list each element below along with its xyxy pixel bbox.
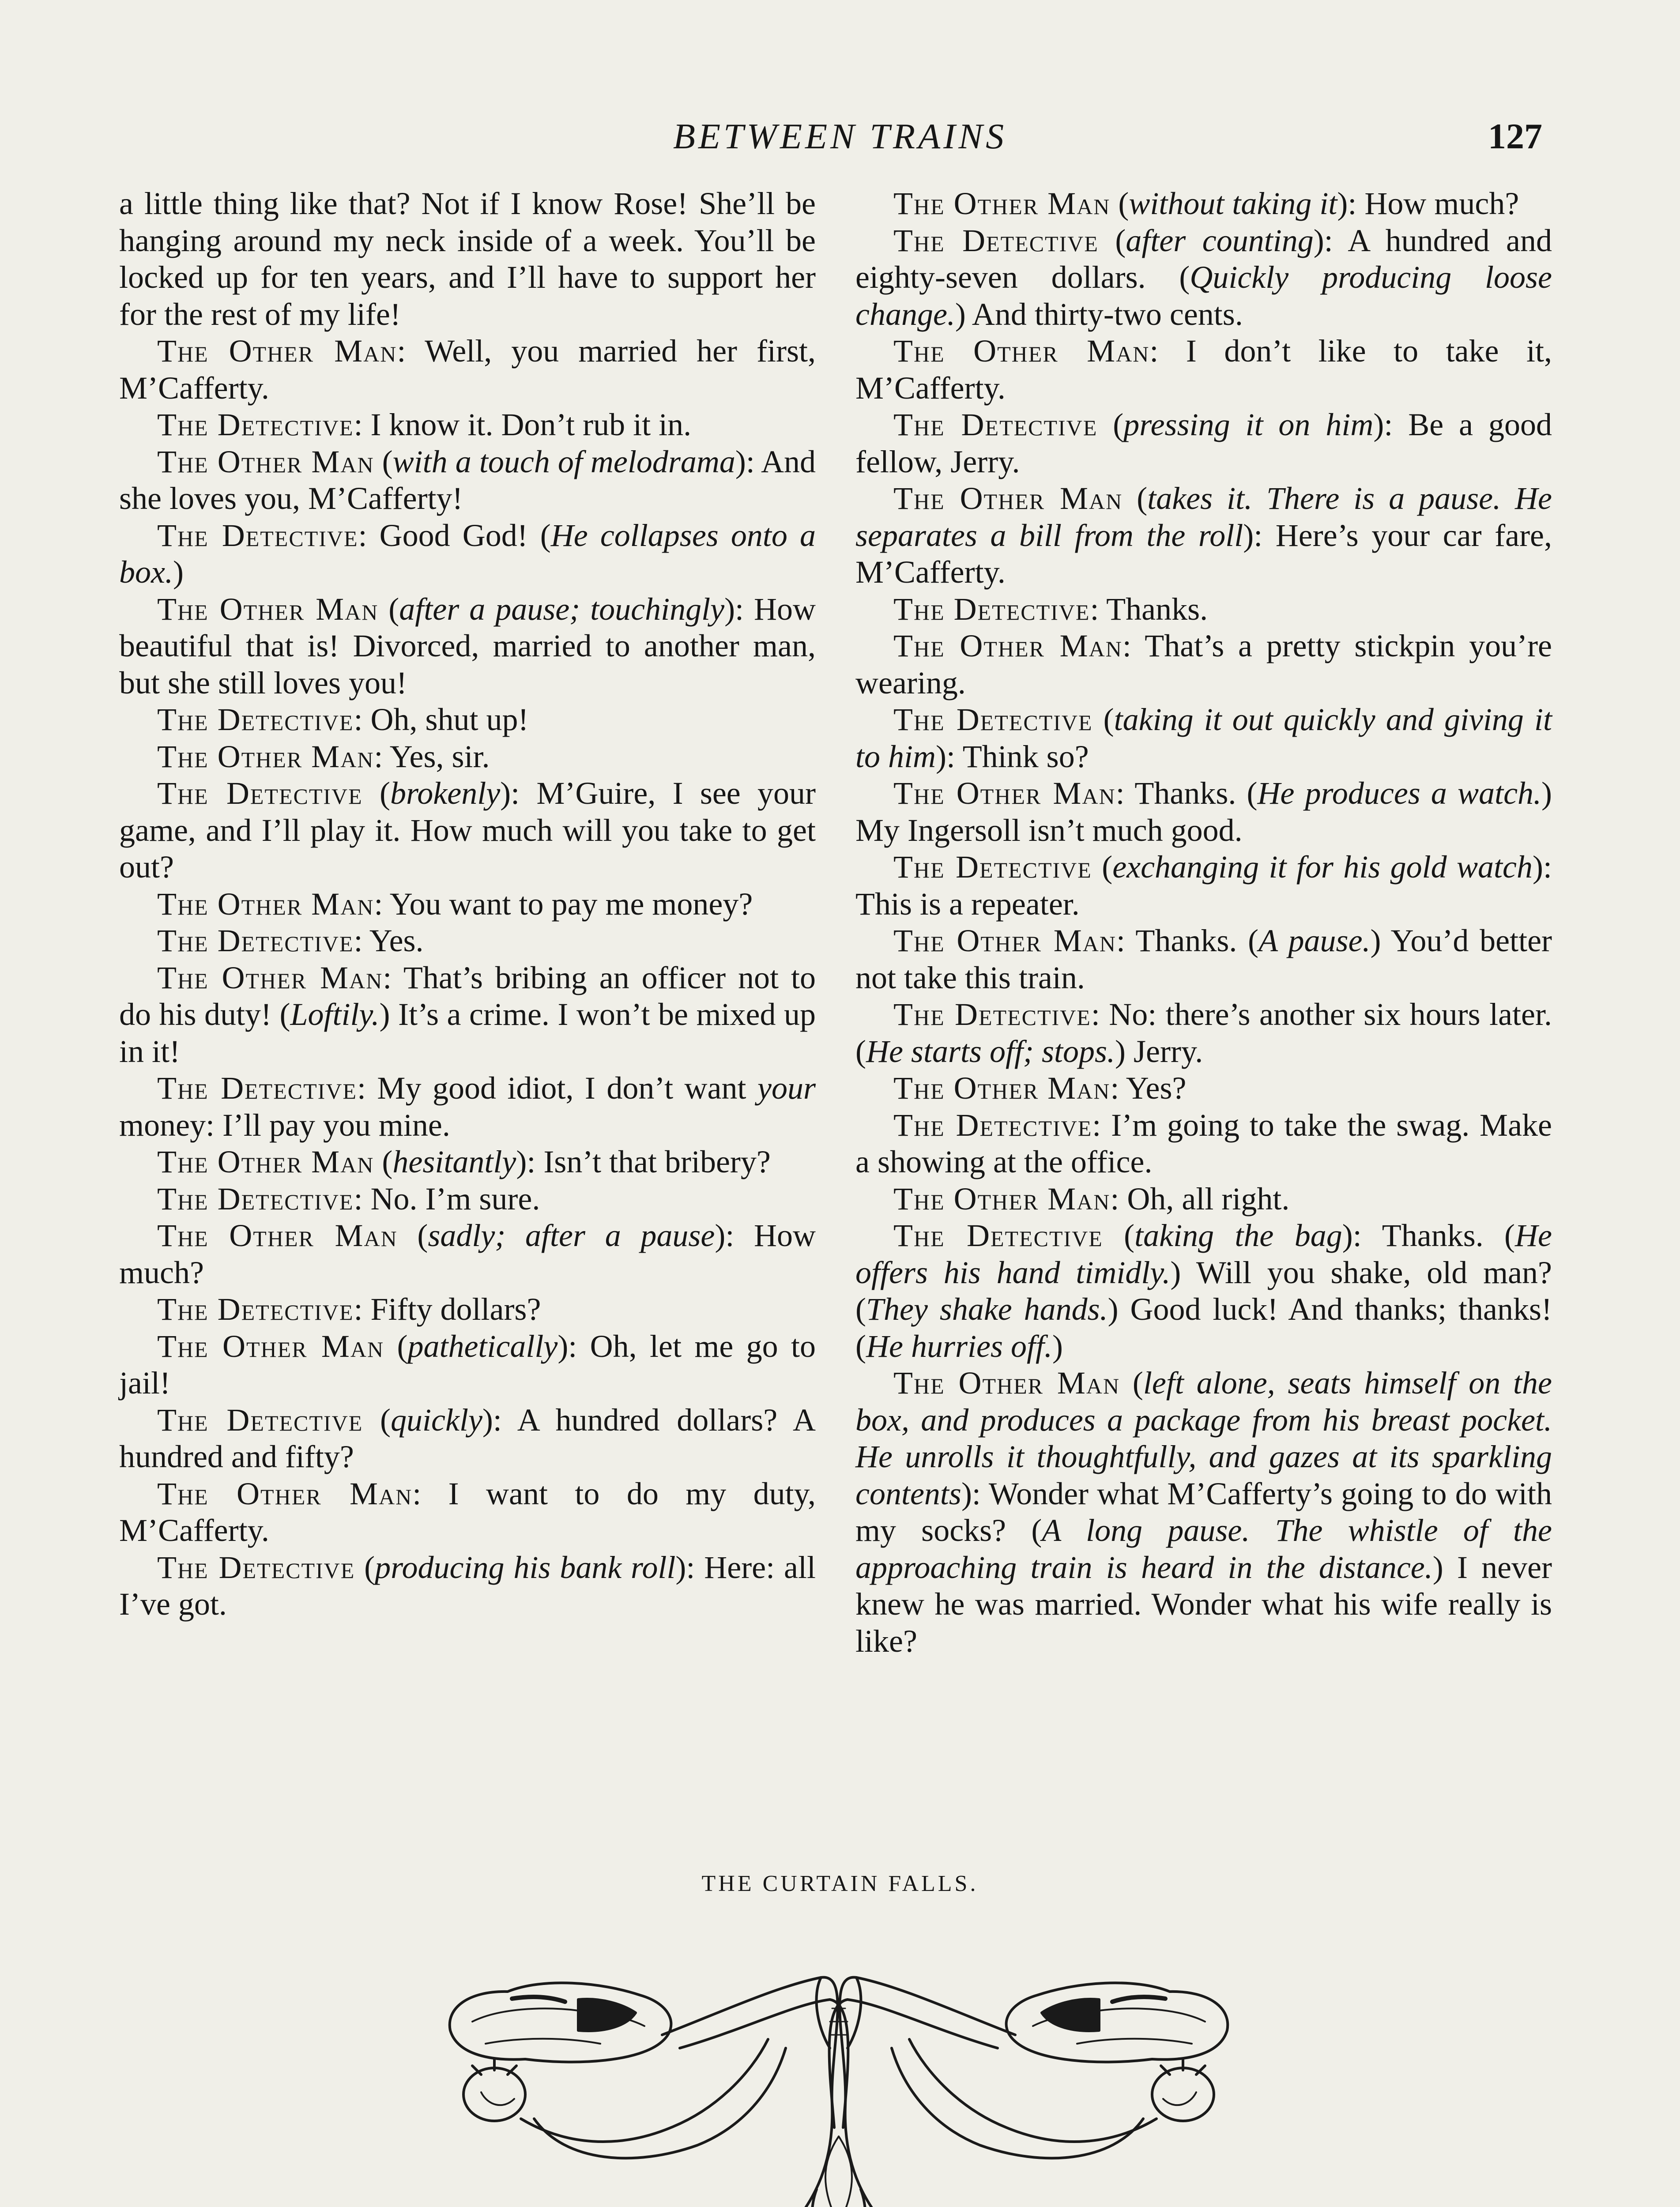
speaker-name: The Other Man [157,444,374,479]
dialogue-paragraph [119,185,816,333]
dialogue-text: : Oh, shut up! [354,702,529,737]
dialogue-text: ) Will you shake, old man? ( [855,1254,1552,1327]
dialogue-paragraph [855,333,1552,407]
dialogue-text: ): Think so? [936,738,1089,774]
stage-direction: without taking it [1129,186,1337,221]
dialogue-text: ) [173,554,184,590]
dialogue-text: : I don’t like to take it, M’Cafferty. [855,333,1552,406]
dialogue-text: : Yes. [354,923,424,958]
speaker-name: The Other Man [893,1365,1120,1401]
dialogue-text: : Yes? [1110,1070,1187,1106]
stage-direction: your [757,1070,816,1106]
dialogue-text: : Thanks. ( [1115,776,1258,811]
dialogue-text: ) And thirty-two cents. [955,296,1243,332]
dialogue-paragraph [119,960,816,1070]
speaker-name: The Other Man [157,1218,398,1253]
dialogue-text: : That’s a pretty stickpin you’re wearing. [855,628,1552,701]
dialogue-text: ) My Ingersoll isn’t much good. [855,776,1552,848]
speaker-name: The Detective [157,776,363,811]
dialogue-text: ): A hundred dollars? A hundred and fifty? [119,1402,816,1474]
dialogue-paragraph [119,701,816,738]
dialogue-text: ): How much? [119,1218,816,1290]
dialogue-paragraph [855,996,1552,1070]
speaker-name: The Other Man [157,333,397,369]
dialogue-text: money: I’ll pay you mine. [119,1107,450,1143]
stage-direction: left alone, seats himself on the box, and produces a package from his breast pocket. He unrolls it thoughtfully, and gazes at its sparkling contents [855,1365,1552,1511]
speaker-name: The Detective [157,702,354,737]
speaker-name: The Detective [157,923,354,958]
stage-direction: taking the bag [1134,1218,1342,1253]
art-nouveau-floral-ornament-icon [433,1960,1245,2207]
dialogue-text: ): This is a repeater. [855,849,1552,922]
dialogue-text: ): Wonder what M’Cafferty’s going to do with my socks? ( [855,1476,1552,1548]
stage-direction: A pause. [1258,923,1371,958]
speaker-name: The Detective [893,222,1099,258]
speaker-name: The Detective [893,702,1093,737]
speaker-name: The Detective [893,849,1092,885]
dialogue-paragraph [855,775,1552,849]
speaker-name: The Other Man [893,333,1150,369]
dialogue-text: ) [1052,1328,1063,1364]
dialogue-text: ) Good luck! And thanks; thanks! ( [855,1292,1552,1364]
stage-direction: He hurries off. [866,1328,1052,1364]
speaker-name: The Detective [893,591,1090,627]
stage-direction: producing his bank roll [375,1549,676,1585]
dialogue-text: ) I never knew he was married. Wonder what his wife really is like? [855,1549,1552,1659]
dialogue-paragraph [119,407,816,444]
dialogue-text: ) Jerry. [1115,1033,1203,1069]
speaker-name: The Detective [157,407,354,442]
speaker-name: The Other Man [157,591,379,627]
stage-direction: after a pause; touchingly [399,591,725,627]
dialogue-text: ) You’d better not take this train. [855,923,1552,995]
dialogue-paragraph [855,1365,1552,1660]
stage-direction: Loftily. [290,997,380,1032]
speaker-name: The Other Man [157,1328,384,1364]
left-column [119,185,816,1660]
dialogue-paragraph [855,222,1552,333]
stage-direction: He starts off; stops. [866,1033,1115,1069]
speaker-name: The Other Man [893,186,1111,221]
speaker-name: The Other Man [893,628,1123,663]
dialogue-text: : I know it. Don’t rub it in. [354,407,692,442]
dialogue-text: ( [362,776,390,811]
dialogue-paragraph [119,1549,816,1623]
dialogue-text: ): A hundred and eighty-seven dollars. ( [855,222,1552,295]
dialogue-text: ): How beautiful that is! Divorced, married to another man, but she still loves you! [119,591,816,701]
dialogue-text: ( [1120,1365,1143,1401]
stage-direction: A long pause. The whistle of the approaching train is heard in the distance. [855,1513,1552,1585]
speaker-name: The Detective [157,1070,357,1106]
dialogue-paragraph [119,1402,816,1476]
stage-direction: takes it. There is a pause. He separates a bill from the roll [855,481,1552,553]
dialogue-text: : Thanks. [1090,591,1208,627]
speaker-name: The Other Man [157,886,374,922]
dialogue-text: : Oh, all right. [1110,1181,1290,1216]
dialogue-paragraph [119,1217,816,1291]
dialogue-paragraph [119,738,816,776]
dialogue-paragraph [119,775,816,886]
stage-direction: brokenly [390,776,501,811]
stage-direction: He offers his hand timidly. [855,1218,1552,1290]
stage-direction: They shake hands. [866,1292,1108,1327]
speaker-name: The Other Man [893,776,1116,811]
speaker-name: The Other Man [893,1181,1111,1216]
dialogue-text: ( [1123,481,1148,516]
dialogue-text: : Thanks. ( [1116,923,1259,958]
stage-direction: He collapses onto a box. [119,517,816,590]
dialogue-paragraph [119,1070,816,1144]
dialogue-paragraph [855,701,1552,775]
dialogue-text: ( [1110,186,1129,221]
dialogue-text: ): How much? [1337,186,1519,221]
dialogue-text: ( [1103,1218,1135,1253]
speaker-name: The Detective [893,1107,1092,1143]
dialogue-text: ) It’s a crime. I won’t be mixed up in it! [119,997,816,1069]
speaker-name: The Other Man [893,481,1123,516]
dialogue-text: ( [1098,222,1126,258]
dialogue-paragraph [119,886,816,923]
dialogue-paragraph [119,1328,816,1402]
dialogue-text: ): Oh, let me go to jail! [119,1328,816,1401]
dialogue-text: ): Isn’t that bribery? [516,1144,771,1179]
speaker-name: The Detective [893,407,1098,442]
speaker-name: The Other Man [157,960,383,995]
dialogue-paragraph [119,333,816,407]
dialogue-paragraph [119,1144,816,1181]
dialogue-paragraph [855,628,1552,701]
stage-direction: hesitantly [392,1144,516,1179]
speaker-name: The Detective [893,1218,1103,1253]
dialogue-text: : No. I’m sure. [354,1181,540,1216]
curtain-falls-line: THE CURTAIN FALLS. [701,1871,979,1896]
dialogue-text: ( [355,1549,375,1585]
stage-direction: Quickly producing loose change. [855,260,1552,332]
dialogue-paragraph [855,849,1552,923]
page-number: 127 [1488,116,1542,156]
dialogue-paragraph [119,517,816,591]
dialogue-paragraph [119,1181,816,1218]
dialogue-text: ): Be a good fellow, Jerry. [855,407,1552,479]
page-header [0,116,1680,164]
speaker-name: The Detective [157,1292,354,1327]
dialogue-text: ): Here: all I’ve got. [119,1549,816,1622]
speaker-name: The Detective [157,1549,355,1585]
dialogue-text: a little thing like that? Not if I know Rose! She’ll be hanging around my neck inside of a week. You’ll be locked up for ten years, and I’ll have to support her for the rest of my life! [119,186,816,332]
dialogue-paragraph [119,591,816,702]
dialogue-paragraph [855,185,1552,222]
dialogue-text: ( [374,444,393,479]
speaker-name: The Detective [893,997,1091,1032]
dialogue-text: ): And she loves you, M’Cafferty! [119,444,816,516]
speaker-name: The Other Man [157,1476,413,1511]
dialogue-text: ): M’Guire, I see your game, and I’ll play it. How much will you take to get out? [119,776,816,885]
dialogue-paragraph [855,923,1552,996]
dialogue-text: ): Thanks. ( [1342,1218,1515,1253]
dialogue-text: ( [378,591,399,627]
dialogue-text: ( [384,1328,408,1364]
dialogue-paragraph [855,480,1552,591]
dialogue-text: : Well, you married her first, M’Cafferty. [119,333,816,406]
dialogue-text: : Fifty dollars? [354,1292,541,1327]
text-columns [119,185,1552,1660]
dialogue-text: : That’s bribing an officer not to do his duty! ( [119,960,816,1032]
stage-direction: with a touch of melodrama [392,444,735,479]
speaker-name: The Other Man [893,1070,1111,1106]
speaker-name: The Detective [157,1402,363,1438]
stage-direction: taking it out quickly and giving it to him [855,702,1552,774]
dialogue-text: : Good God! ( [358,517,551,553]
stage-direction: sadly; after a pause [428,1218,715,1253]
dialogue-paragraph [119,1291,816,1328]
dialogue-text: : Yes, sir. [374,738,490,774]
speaker-name: The Other Man [157,1144,374,1179]
dialogue-text: : My good idiot, I don’t want [357,1070,758,1106]
right-column [855,185,1552,1660]
dialogue-text: : You want to pay me money? [374,886,753,922]
stage-direction: pressing it on him [1123,407,1374,442]
dialogue-text: : I’m going to take the swag. Make a showing at the office. [855,1107,1552,1179]
dialogue-text: : No: there’s another six hours later. ( [855,997,1552,1069]
dialogue-text: ( [374,1144,393,1179]
speaker-name: The Detective [157,1181,354,1216]
stage-direction: after counting [1126,222,1314,258]
running-head: BETWEEN TRAINS [673,116,1007,156]
dialogue-paragraph [855,1070,1552,1107]
stage-direction: He produces a watch. [1257,776,1542,811]
speaker-name: The Detective [157,517,358,553]
dialogue-paragraph [855,1217,1552,1365]
dialogue-paragraph [119,923,816,960]
dialogue-text: ): Here’s your car fare, M’Cafferty. [855,517,1552,590]
stage-direction: exchanging it for his gold watch [1112,849,1533,885]
dialogue-text: ( [363,1402,391,1438]
dialogue-paragraph [855,1181,1552,1218]
dialogue-text: ( [1092,849,1113,885]
dialogue-text: ( [1092,702,1114,737]
dialogue-paragraph [119,1476,816,1549]
dialogue-text: : I want to do my duty, M’Cafferty. [119,1476,816,1548]
dialogue-text: ( [1097,407,1124,442]
stage-direction: pathetically [407,1328,558,1364]
dialogue-paragraph [119,444,816,517]
dialogue-paragraph [855,1107,1552,1181]
dialogue-paragraph [855,407,1552,480]
speaker-name: The Other Man [893,923,1116,958]
dialogue-text: ( [397,1218,428,1253]
speaker-name: The Other Man [157,738,374,774]
dialogue-paragraph [855,591,1552,628]
stage-direction: quickly [391,1402,482,1438]
